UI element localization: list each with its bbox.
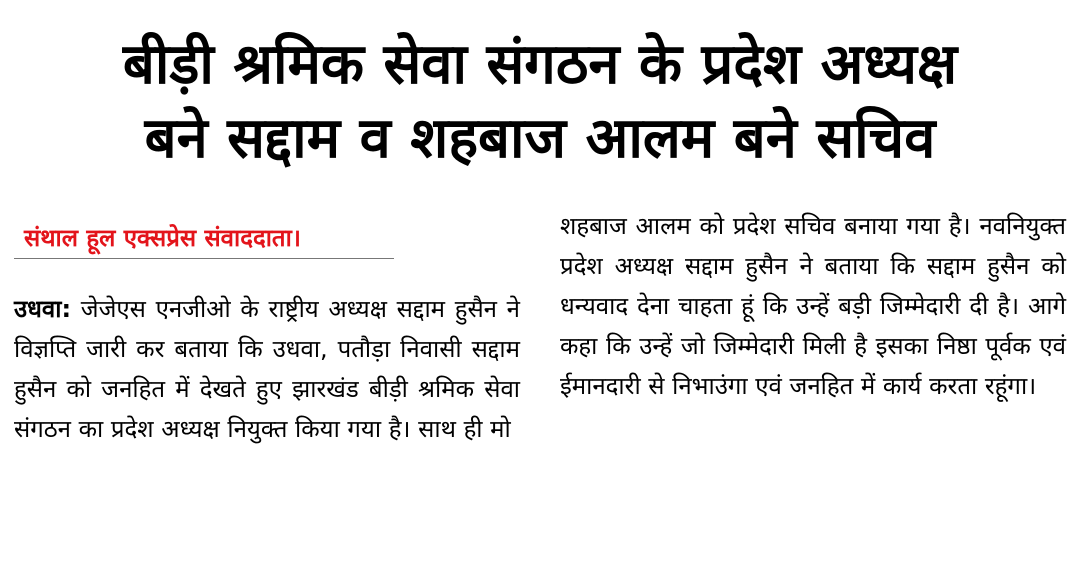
- headline: [0, 28, 1080, 176]
- article-column-right: [560, 206, 1066, 406]
- dateline: उधवा:: [14, 295, 72, 323]
- article-text-left: जेजेएस एनजीओ के राष्ट्रीय अध्यक्ष सद्दाम हुसैन ने विज्ञप्ति जारी कर बताया कि उधवा, पतौड़ा निवासी सद्दाम हुसैन को जनहित में देखते हुए झारखंड बीड़ी श्रमिक सेवा संगठन का प्रदेश अध्यक्ष नियुक्त किया गया है। साथ ही मो: [14, 295, 520, 443]
- article-paragraph-right: शहबाज आलम को प्रदेश सचिव बनाया गया है। नवनियुक्त प्रदेश अध्यक्ष सद्दाम हुसैन ने बताया कि सद्दाम हुसैन को धन्यवाद देना चाहता हूं कि उन्हें बड़ी जिम्मेदारी दी है। आगे कहा कि उन्हें जो जिम्मेदारी मिली है इसका निष्ठा पूर्वक एवं ईमानदारी से निभाउंगा एवं जनहित में कार्य करता रहूंगा।: [560, 212, 1066, 400]
- article-column-left: [14, 222, 520, 449]
- byline-divider: [14, 258, 394, 259]
- article-paragraph-left: [14, 289, 520, 449]
- headline-line-2: बने सद्दाम व शहबाज आलम बने सचिव: [144, 106, 936, 171]
- byline: संथाल हूल एक्सप्रेस संवाददाता।: [24, 224, 301, 252]
- headline-line-1: बीड़ी श्रमिक सेवा संगठन के प्रदेश अध्यक्ष: [122, 32, 958, 97]
